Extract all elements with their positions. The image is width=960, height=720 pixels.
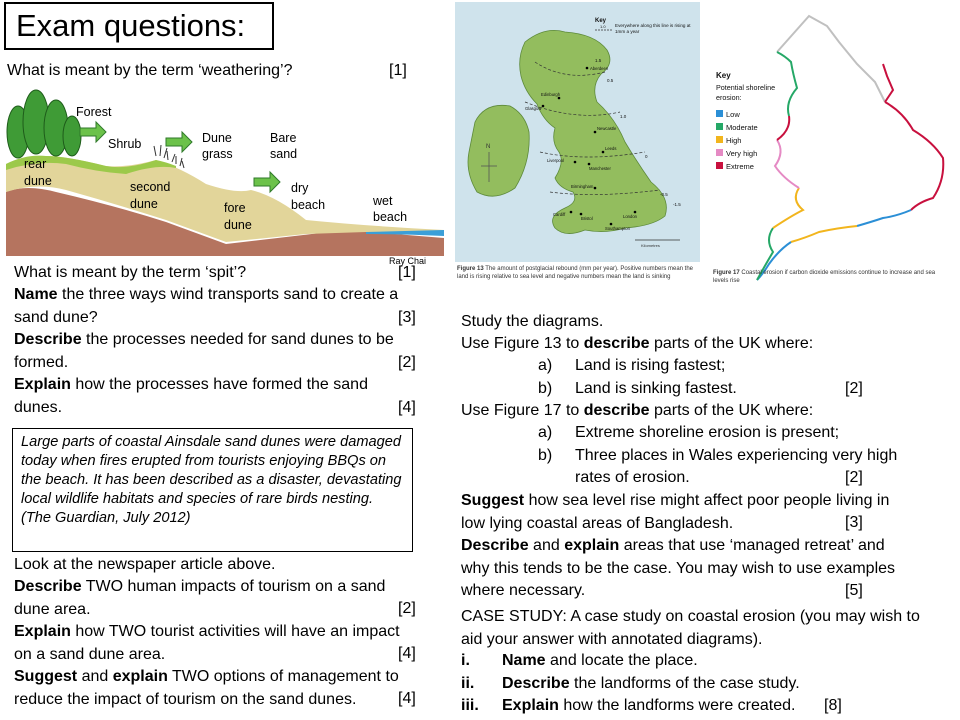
case-line1: CASE STUDY: A case study on coastal erosion (you may wish to [461, 608, 920, 625]
mark-human-impacts: [2] [398, 600, 416, 617]
cmd-describe: Describe [14, 331, 82, 348]
legend-label-1: Moderate [726, 123, 758, 132]
q5-line2: dunes. [14, 398, 63, 416]
sub-b2-line2: rates of erosion. [575, 469, 690, 486]
legend-swatch-1 [716, 123, 723, 130]
sub-a2-label: a) [538, 424, 553, 441]
city-bristol: Bristol [581, 216, 593, 221]
label-dune-grass-2: grass [202, 147, 233, 161]
sub-b2-label: b) [538, 447, 553, 464]
legend-label-0: Low [726, 110, 740, 119]
fig17-key-sub1: Potential shoreline [716, 83, 776, 92]
label-wet-1: wet [373, 194, 393, 208]
mark-tourist-activities: [4] [398, 645, 416, 662]
label-forest: Forest [76, 105, 112, 119]
q7-line2: on a sand dune area. [14, 645, 166, 663]
label-bare-1: Bare [270, 131, 297, 145]
question-spit: What is meant by the term ‘spit’? [14, 264, 247, 281]
mark-wind-transport: [3] [398, 309, 416, 326]
mark-case-study: [8] [824, 697, 842, 714]
label-second-1: second [130, 180, 171, 194]
use17-post: parts of the UK where: [649, 402, 814, 419]
label-dry-2: beach [291, 198, 326, 212]
mark-spit: [1] [398, 264, 416, 281]
city-cardiff: Cardiff [553, 212, 566, 217]
fig17-key-sub2: erosion: [716, 93, 742, 102]
case-i-rest: and locate the place. [545, 652, 698, 669]
cmd-suggest: Suggest [14, 668, 78, 685]
sub-b2-line1: Three places in Wales experiencing very high [575, 447, 898, 464]
q8-line2: reduce the impact of tourism on the sand dunes. [14, 690, 357, 708]
q8-line1: TWO options of management to [167, 668, 399, 685]
use13-pre: Use Figure 13 to [461, 335, 584, 352]
title-box [4, 2, 274, 50]
suggest-line1: how sea level rise might affect poor people living in [524, 492, 890, 509]
question-management [14, 666, 399, 711]
fig17-key-title: Key [716, 71, 731, 80]
label-dry-1: dry [291, 181, 309, 195]
label-bare-2: sand [270, 147, 298, 161]
question-processes [14, 329, 394, 374]
figure-17-map [707, 2, 949, 294]
case-iii-rest: how the landforms were created. [558, 697, 796, 714]
fig13-key-text: Everywhere along this line is rising at 1mm a year [615, 23, 691, 34]
cmd-describe-3: describe [583, 335, 650, 352]
figure-13-caption [457, 266, 699, 281]
cmd-name: Name [14, 286, 58, 303]
sub-a1-label: a) [538, 357, 553, 374]
case-line2: aid your answer with annotated diagrams). [461, 630, 763, 648]
figure-13-panel [455, 2, 700, 294]
look-instruction: Look at the newspaper article above. [14, 556, 276, 573]
question-weathering: What is meant by the term ‘weathering’? [7, 62, 293, 79]
label-rear-1: rear [24, 157, 47, 171]
q4-line2: formed. [14, 353, 69, 371]
label-fore-1: fore [224, 201, 246, 215]
city-liverpool: Liverpool [547, 158, 564, 163]
isoline-value-5: -1.5 [673, 202, 681, 207]
cmd-explain-4: explain [564, 537, 620, 554]
north-label: N [486, 144, 491, 150]
legend-label-2: High [726, 136, 742, 145]
mark-management: [4] [398, 690, 416, 707]
fig17-caption-bold: Figure 17 [713, 270, 740, 276]
sub-b1-label: b) [538, 380, 553, 397]
city-manchester: Manchester [589, 166, 611, 171]
city-aberdeen: Aberdeen [590, 66, 609, 71]
mark-managed-retreat: [5] [845, 582, 863, 599]
figure-17-panel [707, 2, 949, 294]
mark-figure-13: [2] [845, 380, 863, 397]
case-ii-rest: the landforms of the case study. [569, 675, 800, 692]
fig17-caption-text: Coastal erosion if carbon dioxide emissions continue to increase and sea levels rise [713, 270, 936, 284]
cmd-explain: Explain [14, 376, 71, 393]
cmd-describe-6: Describe [502, 675, 570, 692]
label-second-2: dune [130, 197, 158, 211]
fig13-caption-bold: Figure 13 [457, 266, 484, 272]
question-wind-transport [14, 284, 398, 329]
cmd-describe-2: Describe [14, 578, 82, 595]
newspaper-article: Large parts of coastal Ainsdale sand dunes were damaged today when fires erupted from tourists enjoying BBQs on the beach. It has been described as a disaster, devastating local wildlife habitats and species of rare birds nesting. (The Guardian, July 2012) [12, 428, 413, 552]
suggest-line2: low lying coastal areas of Bangladesh. [461, 514, 734, 532]
case-study-intro [461, 606, 920, 651]
question-human-impacts [14, 576, 385, 621]
isoline-value-3: 0 [645, 154, 648, 159]
label-dune-grass-1: Dune [202, 131, 232, 145]
cmd-suggest-2: Suggest [461, 492, 525, 509]
question-managed-retreat [461, 535, 895, 603]
cmd-explain-3: explain [112, 668, 168, 685]
legend-swatch-0 [716, 110, 723, 117]
q6-line2: dune area. [14, 600, 91, 618]
describe-line2: why this tends to be the case. You may wish to use examples [461, 559, 896, 577]
scale-label: Kilometres [641, 243, 660, 248]
sub-a2-text: Extreme shoreline erosion is present; [575, 424, 840, 441]
q3-line1: the three ways wind transports sand to create a [57, 286, 399, 303]
cmd-describe-5: Describe [461, 537, 529, 554]
city-leeds: Leeds [605, 146, 617, 151]
q4-line1: the processes needed for sand dunes to be [81, 331, 394, 348]
case-ii-text [502, 675, 800, 693]
mark-figure-17: [2] [845, 469, 863, 486]
case-i-text [502, 652, 698, 670]
sub-b1-text: Land is sinking fastest. [575, 380, 737, 397]
q6-line1: TWO human impacts of tourism on a sand [81, 578, 386, 595]
mark-weathering: [1] [389, 62, 407, 79]
q7-line1: how TWO tourist activities will have an impact [70, 623, 400, 640]
legend-swatch-3 [716, 149, 723, 156]
figure-17-caption [713, 270, 949, 285]
q3-line2: sand dune? [14, 308, 98, 326]
label-rear-2: dune [24, 174, 52, 188]
fig13-caption-text: The amount of postglacial rebound (mm per year). Positive numbers mean the land is rising relative to sea level and negative numbers mean the land is sinking [457, 266, 694, 280]
question-explain-formed [14, 374, 368, 419]
fig13-key-value: 1.0 [600, 24, 606, 29]
legend-label-4: Extreme [726, 162, 754, 171]
mark-processes: [2] [398, 354, 416, 371]
city-birmingham: Birmingham [571, 184, 594, 189]
question-bangladesh [461, 490, 889, 535]
study-instruction: Study the diagrams. [461, 313, 604, 330]
city-newcastle: Newcastle [597, 126, 617, 131]
isoline-value-6: 1.5 [595, 58, 602, 63]
mark-bangladesh: [3] [845, 514, 863, 531]
use-figure-17 [461, 400, 813, 423]
use13-post: parts of the UK where: [649, 335, 814, 352]
cmd-explain-5: Explain [502, 697, 559, 714]
diagram-credit-text: Ray Chai [389, 256, 427, 266]
case-i-label: i. [461, 652, 470, 669]
describe-line1: areas that use ‘managed retreat’ and [619, 537, 885, 554]
fig13-key-title: Key [595, 18, 607, 24]
case-ii-label: ii. [461, 675, 475, 692]
city-glasgow: Glasgow [525, 106, 542, 111]
cmd-describe-4: describe [583, 402, 650, 419]
isoline-value-2: 1.0 [620, 114, 627, 119]
label-wet-2: beach [373, 210, 408, 224]
sand-dune-diagram [6, 84, 444, 256]
mark-explain-formed: [4] [398, 399, 416, 416]
case-iii-label: iii. [461, 697, 479, 714]
isoline-value-4: -0.5 [660, 192, 668, 197]
use-figure-13 [461, 333, 813, 356]
case-iii-text [502, 697, 795, 715]
label-shrub: Shrub [108, 137, 142, 151]
cmd-name-2: Name [502, 652, 546, 669]
figure-13-map [455, 2, 700, 294]
legend-label-3: Very high [726, 149, 758, 158]
question-tourist-activities [14, 621, 400, 666]
sub-a1-text: Land is rising fastest; [575, 357, 726, 374]
cmd-explain-2: Explain [14, 623, 71, 640]
city-edinburgh: Edinburgh [541, 92, 561, 97]
legend-swatch-4 [716, 162, 723, 169]
isoline-value-1: 0.5 [607, 78, 614, 83]
describe-line3: where necessary. [461, 582, 586, 599]
q8-mid: and [77, 668, 113, 685]
describe-mid: and [528, 537, 565, 554]
label-fore-2: dune [224, 218, 252, 232]
use17-pre: Use Figure 17 to [461, 402, 584, 419]
q5-line1: how the processes have formed the sand [70, 376, 368, 393]
page-title: Exam questions: [16, 8, 246, 43]
legend-swatch-2 [716, 136, 723, 143]
city-london: London [623, 214, 637, 219]
city-southampton: Southampton [605, 226, 630, 231]
